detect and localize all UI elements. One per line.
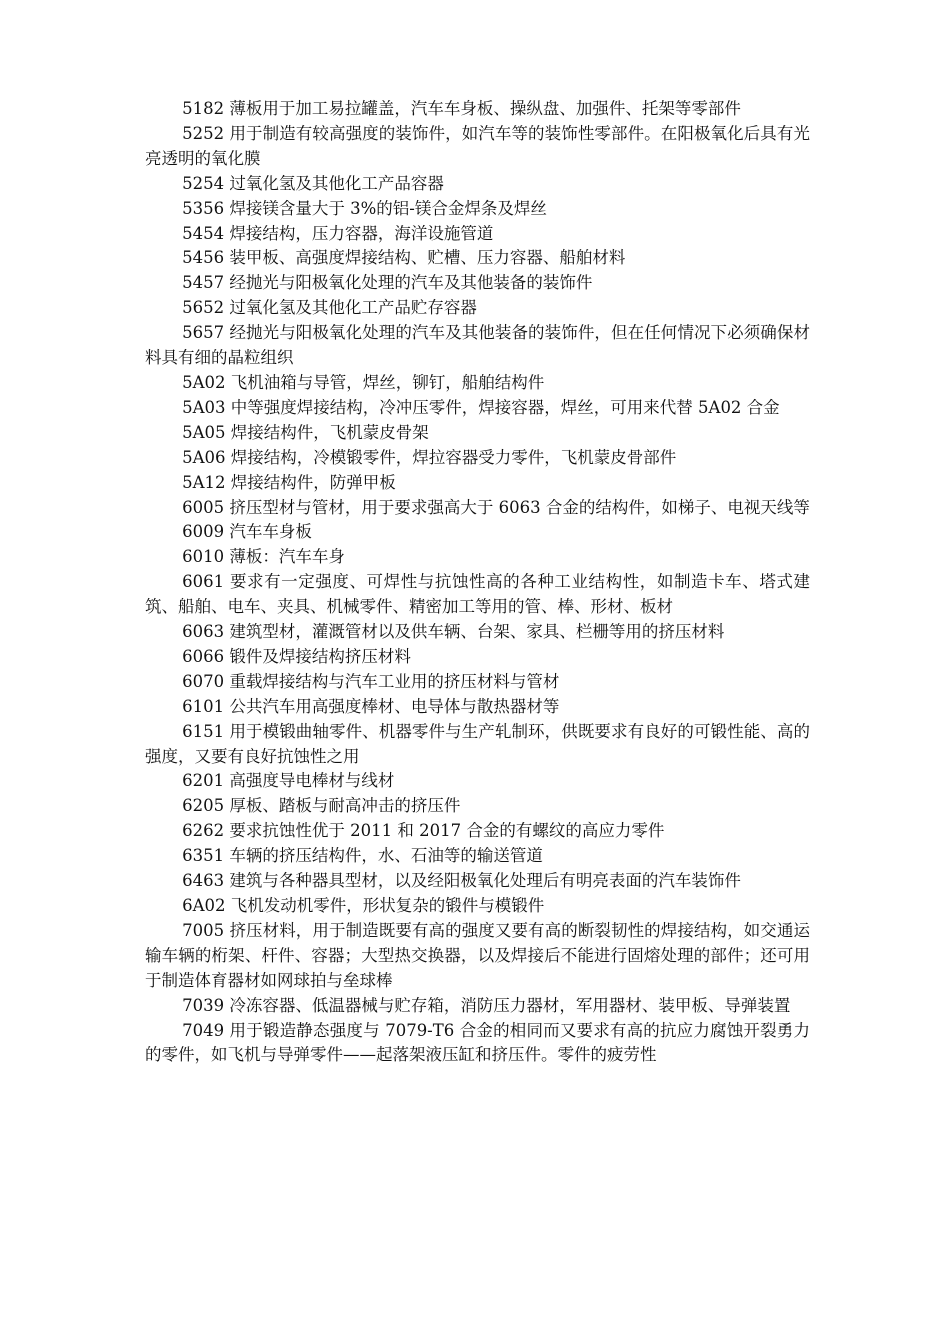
paragraph-6a02: 6A02 飞机发动机零件，形状复杂的锻件与模锻件 — [182, 896, 545, 915]
paragraph-6061: 6061 要求有一定强度、可焊性与抗蚀性高的各种工业结构性，如制造卡车、塔式建筑、船舶、电车、夹具、机械零件、精密加工等用的管、棒、形材、板材 — [145, 572, 810, 617]
paragraph-5a05: 5A05 焊接结构件，飞机蒙皮骨架 — [182, 422, 429, 442]
paragraph-5652: 5652 过氧化氢及其他化工产品贮存容器 — [182, 298, 477, 318]
paragraph-6009: 6009 汽车车身板 — [182, 522, 312, 542]
paragraph-5a12: 5A12 焊接结构件，防弹甲板 — [182, 472, 396, 492]
paragraph-6351: 6351 车辆的挤压结构件，水、石油等的输送管道 — [182, 846, 543, 866]
paragraph-7039: 7039 冷冻容器、低温器械与贮存箱，消防压力器材，军用器材、装甲板、导弹装置 — [182, 995, 791, 1015]
paragraph-5456: 5456 装甲板、高强度焊接结构、贮槽、压力容器、船舶材料 — [182, 248, 626, 268]
paragraph-5a03: 5A03 中等强度焊接结构，冷冲压零件，焊接容器，焊丝，可用来代替 5A02 合金 — [182, 397, 780, 417]
paragraph-6063: 6063 建筑型材，灌溉管材以及供车辆、台架、家具、栏栅等用的挤压材料 — [182, 622, 725, 642]
paragraph-6201: 6201 高强度导电棒材与线材 — [182, 771, 395, 791]
paragraph-6070: 6070 重载焊接结构与汽车工业用的挤压材料与管材 — [182, 671, 560, 691]
paragraph-5182: 5182 薄板用于加工易拉罐盖，汽车车身板、操纵盘、加强件、托架等零部件 — [182, 99, 741, 118]
document-body — [145, 97, 810, 1068]
paragraph-6005: 6005 挤压型材与管材，用于要求强高大于 6063 合金的结构件，如梯子、电视天线等 — [182, 497, 810, 517]
paragraph-6463: 6463 建筑与各种器具型材，以及经阳极氧化处理后有明亮表面的汽车装饰件 — [182, 871, 741, 891]
paragraph-5a02: 5A02 飞机油箱与导管，焊丝，铆钉，船舶结构件 — [182, 372, 545, 392]
paragraph-5254: 5254 过氧化氢及其他化工产品容器 — [182, 173, 444, 193]
paragraph-5454: 5454 焊接结构，压力容器，海洋设施管道 — [182, 223, 494, 243]
paragraph-6101: 6101 公共汽车用高强度棒材、电导体与散热器材等 — [182, 696, 560, 716]
paragraph-5a06: 5A06 焊接结构，冷模锻零件，焊拉容器受力零件，飞机蒙皮骨部件 — [182, 447, 677, 467]
paragraph-5657: 5657 经抛光与阳极氧化处理的汽车及其他装备的装饰件，但在任何情况下必须确保材料具有细的晶粒组织 — [145, 323, 810, 368]
paragraph-5252: 5252 用于制造有较高强度的装饰件，如汽车等的装饰性零部件。在阳极氧化后具有光亮透明的氧化膜 — [145, 123, 810, 168]
paragraph-7049: 7049 用于锻造静态强度与 7079-T6 合金的相同而又要求有高的抗应力腐蚀开裂勇力的零件，如飞机与导弹零件——起落架液压缸和挤压件。零件的疲劳性 — [145, 1020, 810, 1065]
paragraph-6010: 6010 薄板：汽车车身 — [182, 547, 345, 567]
paragraph-6205: 6205 厚板、踏板与耐高冲击的挤压件 — [182, 796, 461, 816]
paragraph-5356: 5356 焊接镁含量大于 3%的铝-镁合金焊条及焊丝 — [182, 198, 547, 218]
paragraph-6066: 6066 锻件及焊接结构挤压材料 — [182, 646, 411, 666]
paragraph-5457: 5457 经抛光与阳极氧化处理的汽车及其他装备的装饰件 — [182, 273, 593, 293]
paragraph-7005: 7005 挤压材料，用于制造既要有高的强度又要有高的断裂韧性的焊接结构，如交通运输车辆的桁架、杆件、容器；大型热交换器，以及焊接后不能进行固熔处理的部件；还可用于制造体育器材如网球拍与垒球棒 — [145, 920, 810, 990]
paragraph-6151: 6151 用于模锻曲轴零件、机器零件与生产轧制环，供既要求有良好的可锻性能、高的强度，又要有良好抗蚀性之用 — [145, 721, 810, 766]
paragraph-6262: 6262 要求抗蚀性优于 2011 和 2017 合金的有螺纹的高应力零件 — [182, 821, 665, 841]
